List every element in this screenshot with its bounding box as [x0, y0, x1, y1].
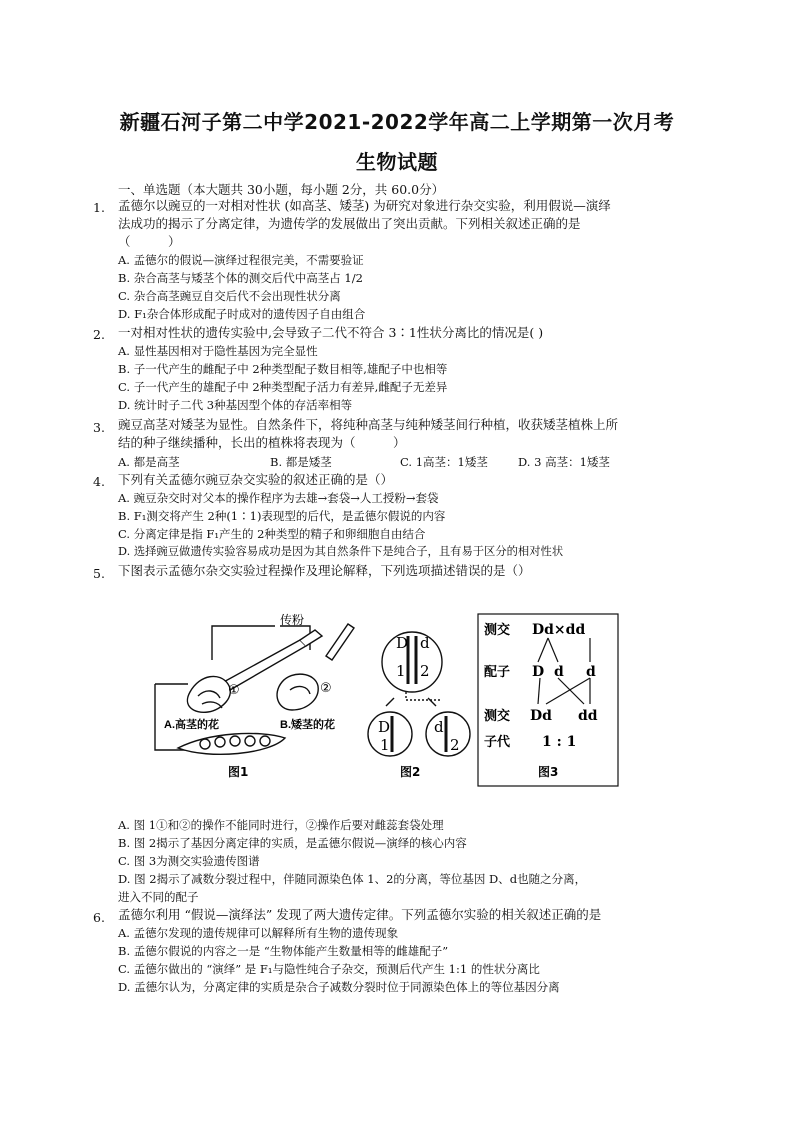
question-stem: 下图表示孟德尔杂交实验过程操作及理论解释，下列选项描述错误的是（） — [118, 563, 531, 578]
fig3-offspring-dd: dd — [578, 708, 598, 724]
fig3-testcross-label: 测交 — [484, 623, 511, 638]
answer-blank: （ ） — [118, 234, 181, 249]
option-a: A. 孟德尔发现的遗传规律可以解释所有生物的遗传现象 — [118, 926, 399, 940]
fig1-tall-flower-label: A.高茎的花 — [164, 719, 219, 731]
fig3-offspring-Dd: Dd — [530, 708, 552, 724]
fig1-caption: 图1 — [228, 765, 249, 779]
option-c: C. 1高茎：1矮茎 — [400, 455, 488, 469]
fig3-ratio: 1 : 1 — [542, 734, 577, 750]
option-d-continued: 进入不同的配子 — [118, 890, 199, 904]
fig1-short-flower-label: B.矮茎的花 — [280, 719, 335, 731]
option-b: B. 孟德尔假说的内容之一是 “生物体能产生数量相等的雌雄配子” — [118, 944, 449, 958]
question-stem: 下列有关孟德尔豌豆杂交实验的叙述正确的是（） — [118, 472, 394, 487]
option-d: D. 选择豌豆做遗传实验容易成功是因为其自然条件下是纯合子，且有易于区分的相对性状 — [118, 545, 564, 558]
option-a: A. 都是高茎 — [118, 455, 180, 469]
option-d: D. 孟德尔认为，分离定律的实质是杂合子减数分裂时位于同源染色体上的等位基因分离 — [118, 980, 560, 994]
question-stem: 豌豆高茎对矮茎为显性。自然条件下，将纯种高茎与纯种矮茎间行种植，收获矮茎植株上所 — [118, 417, 619, 432]
fig3-testcross-label-2: 测交 — [484, 709, 511, 724]
option-c: C. 图 3为测交实验遗传图谱 — [118, 854, 260, 868]
question-stem: 孟德尔利用 “假说—演绎法” 发现了两大遗传定律。下列孟德尔实验的相关叙述正确的是 — [118, 907, 602, 922]
option-c: C. 孟德尔做出的 “演绎” 是 F₁与隐性纯合子杂交，预测后代产生 1:1 的性状分离比 — [118, 962, 540, 976]
fig2-gamete-d: d — [434, 718, 444, 736]
option-d: D. F₁杂合体形成配子时成对的遗传因子自由组合 — [118, 307, 366, 321]
question-number: 5. — [93, 566, 105, 581]
question-number: 1. — [93, 200, 105, 215]
option-b: B. 图 2揭示了基因分离定律的实质，是孟德尔假说—演绎的核心内容 — [118, 836, 467, 850]
fig3-caption: 图3 — [538, 765, 559, 779]
figure-3 — [478, 614, 618, 786]
option-a: A. 豌豆杂交时对父本的操作程序为去雄→套袋→人工授粉→套袋 — [118, 491, 439, 505]
genetics-figure — [150, 612, 620, 787]
question-stem: 一对相对性状的遗传实验中,会导致子二代不符合 3∶1性状分离比的情况是( ) — [118, 325, 544, 340]
question-number: 2. — [93, 327, 105, 342]
option-a: A. 显性基因相对于隐性基因为完全显性 — [118, 344, 318, 358]
question-stem: 结的种子继续播种，长出的植株将表现为（ ） — [118, 435, 406, 450]
option-c: C. 子一代产生的雄配子中 2种类型配子活力有差异,雌配子无差异 — [118, 380, 448, 394]
option-d: D. 3 高茎：1矮茎 — [518, 455, 610, 469]
option-b: B. F₁测交将产生 2种(1∶1)表现型的后代，是孟德尔假说的内容 — [118, 509, 446, 523]
option-d: D. 图 2揭示了减数分裂过程中，伴随同源染色体 1、2的分离，等位基因 D、d也随之分离， — [118, 872, 587, 886]
fig1-step2-label: ② — [320, 681, 332, 696]
option-d: D. 统计时子二代 3种基因型个体的存活率相等 — [118, 398, 353, 412]
question-stem: 法成功的揭示了分离定律，为遗传学的发展做出了突出贡献。下列相关叙述正确的是 — [118, 216, 581, 231]
fig2-chromosome-2: 2 — [420, 662, 430, 680]
exam-subject: 生物试题 — [356, 150, 438, 174]
fig3-gamete-d2: d — [586, 664, 596, 680]
section-header: 一、单选题（本大题共 30小题，每小题 2分，共 60.0分） — [118, 182, 445, 197]
fig2-chromosome-1: 1 — [396, 662, 406, 680]
option-b: B. 都是矮茎 — [270, 455, 332, 469]
fig3-offspring-label: 子代 — [484, 735, 511, 750]
question-number: 3. — [93, 420, 105, 435]
fig2-gamete-2: 2 — [450, 736, 460, 754]
fig2-allele-D: D — [396, 634, 409, 652]
option-c: C. 杂合高茎豌豆自交后代不会出现性状分离 — [118, 289, 341, 303]
fig3-gamete-label: 配子 — [484, 665, 511, 680]
option-a: A. 孟德尔的假说—演绎过程很完美，不需要验证 — [118, 253, 364, 267]
question-number: 4. — [93, 474, 105, 489]
fig3-gamete-d1: d — [554, 664, 564, 680]
option-b: B. 杂合高茎与矮茎个体的测交后代中高茎占 1/2 — [118, 271, 363, 285]
fig2-gamete-D: D — [378, 718, 391, 736]
option-a: A. 图 1①和②的操作不能同时进行，②操作后要对雌蕊套袋处理 — [118, 818, 444, 832]
fig1-pollination-label: 传粉 — [280, 613, 305, 627]
exam-title: 新疆石河子第二中学2021-2022学年高二上学期第一次月考 — [119, 110, 675, 134]
fig2-gamete-1: 1 — [380, 736, 390, 754]
fig2-caption: 图2 — [400, 765, 421, 779]
fig2-allele-d: d — [420, 634, 430, 652]
question-number: 6. — [93, 910, 105, 925]
fig3-parents: Dd×dd — [532, 622, 586, 638]
option-c: C. 分离定律是指 F₁产生的 2种类型的精子和卵细胞自由结合 — [118, 527, 426, 541]
question-stem: 孟德尔以豌豆的一对相对性状 (如高茎、矮茎) 为研究对象进行杂交实验，利用假说—演绎 — [118, 198, 611, 213]
fig1-step1-label: ① — [228, 683, 240, 698]
fig3-gamete-D: D — [532, 664, 545, 680]
option-b: B. 子一代产生的雌配子中 2种类型配子数目相等,雄配子中也相等 — [118, 362, 448, 376]
